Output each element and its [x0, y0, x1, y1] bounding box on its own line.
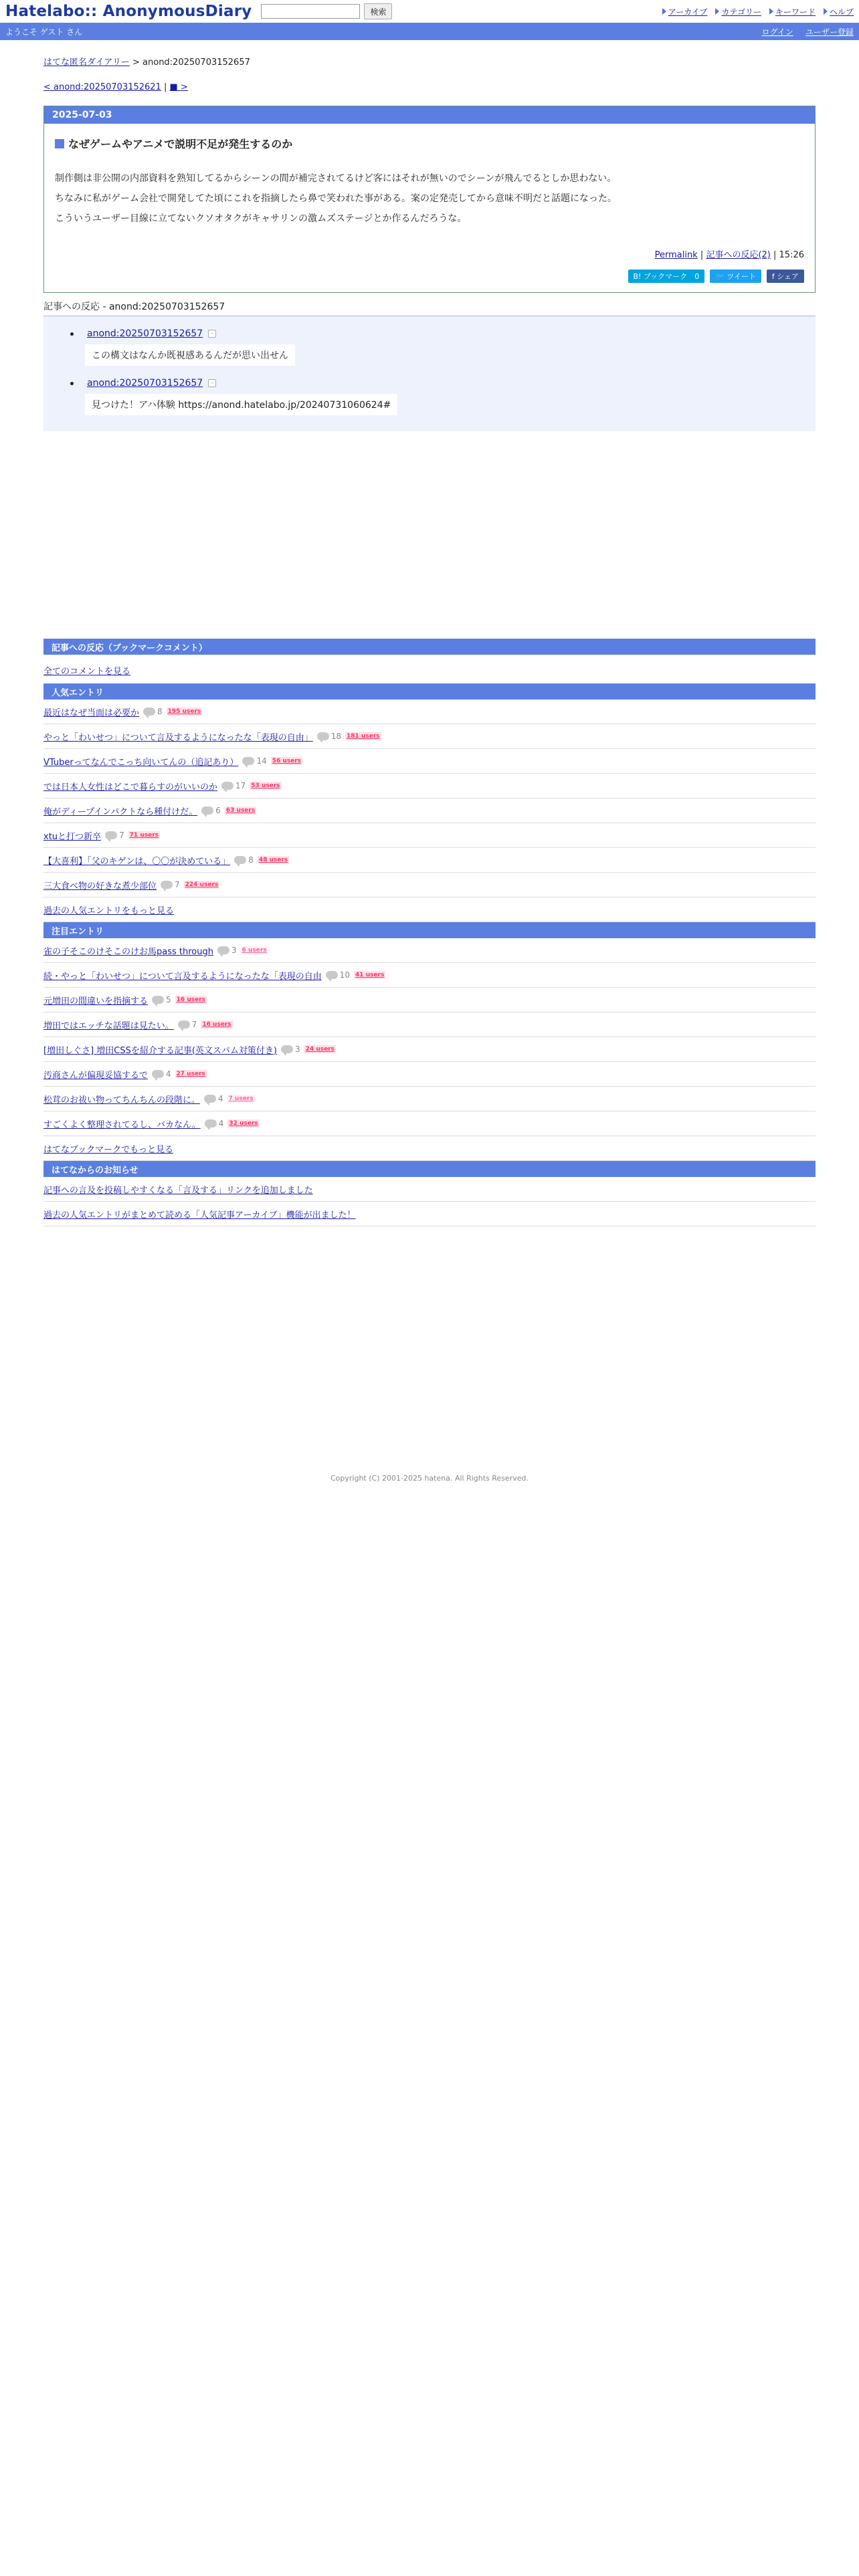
comment-count: 7 [161, 880, 180, 889]
speech-bubble-icon [161, 881, 173, 889]
comment-count: 3 [281, 1045, 300, 1054]
bookmark-users-badge[interactable]: 48 users [258, 857, 288, 863]
facebook-icon: f [771, 272, 777, 281]
tweet-button[interactable]: 🐦 ツイート [710, 270, 761, 283]
entry-list-link[interactable]: [増田しぐさ] 増田CSSを紹介する記事(英文スパム対策付き) [43, 1045, 278, 1056]
bookmark-users-badge[interactable]: 71 users [129, 832, 159, 839]
facebook-share-button[interactable]: f シェア [767, 270, 804, 283]
ad-space [43, 431, 816, 639]
entry-list-link[interactable]: 最近はなぜ当面は必要か [43, 708, 140, 718]
entry-list-item [43, 873, 816, 897]
triangle-icon [824, 8, 828, 15]
bookmark-users-badge[interactable]: 56 users [272, 758, 302, 764]
comment-count: 8 [143, 707, 163, 716]
bookmark-users-badge[interactable]: 24 users [305, 1046, 335, 1053]
entry-list-item [43, 749, 816, 774]
speech-bubble-icon [281, 1045, 293, 1053]
reaction-link[interactable]: anond:20250703152657 [87, 378, 203, 389]
entry-list-link[interactable]: 元増田の間違いを指摘する [43, 996, 149, 1006]
share-buttons [55, 270, 804, 283]
speech-bubble-icon [204, 1095, 216, 1103]
toggle-icon[interactable]: - [208, 379, 216, 387]
entry-list-item [43, 1037, 816, 1062]
speech-bubble-icon [105, 831, 117, 839]
entry-paragraph: ちなみに私がゲーム会社で開発してた頃にこれを指摘したら鼻で笑われた事がある。案の定発売してから意味不明だと話題になった。 [55, 193, 617, 204]
speech-bubble-icon [178, 1021, 190, 1029]
bookmark-users-badge[interactable]: 224 users [185, 881, 219, 888]
bookmark-users-badge[interactable]: 16 users [176, 996, 205, 1003]
news-item [43, 1177, 816, 1202]
reaction-text: 見つけた！アハ体験 https://anond.hatelabo.jp/20240731060624# [85, 394, 397, 415]
bookmark-users-badge[interactable]: 63 users [225, 807, 256, 814]
entry-list-item [43, 1062, 816, 1087]
comment-count: 14 [242, 756, 266, 766]
reaction-text: この構文はなんか既視感あるんだが思い出せん [85, 344, 295, 366]
toggle-icon[interactable]: - [208, 330, 216, 338]
bookmark-users-badge[interactable]: 181 users [347, 733, 380, 740]
main-content [43, 55, 816, 1483]
speech-bubble-icon [326, 971, 338, 979]
comment-count: 8 [234, 855, 254, 865]
all-comments [43, 655, 816, 683]
comment-count: 17 [221, 781, 246, 790]
breadcrumb: はてな匿名ダイアリー > anond:20250703152657 [43, 58, 250, 68]
speech-bubble-icon [317, 732, 329, 740]
speech-bubble-icon [242, 757, 254, 765]
entry-list-link[interactable]: 汚商さんが偏現妥協するで [43, 1070, 148, 1081]
next-entry-link[interactable]: ■ > [169, 82, 188, 92]
search-button[interactable]: 検索 [364, 3, 392, 19]
nav-archive[interactable]: アーカイブ [662, 6, 708, 17]
featured-more-link[interactable]: はてなブックマークでもっと見る [43, 1144, 174, 1155]
comment-count: 4 [205, 1119, 224, 1128]
comment-count: 4 [204, 1094, 223, 1103]
featured-list [43, 938, 816, 1136]
popular-list [43, 700, 816, 897]
entry-list-link[interactable]: では日本人女性はどこで暮らすのがいいのか [43, 782, 218, 792]
comment-count: 6 [201, 806, 221, 815]
entry-list-item [43, 988, 816, 1012]
welcome-text: ようこそ ゲスト さん [5, 27, 83, 37]
top-header [0, 0, 859, 23]
square-icon [55, 139, 64, 148]
bookmark-users-badge[interactable]: 53 users [251, 782, 280, 789]
twitter-icon: 🐦 [715, 272, 727, 281]
comment-count: 7 [105, 831, 124, 840]
bookmark-users-badge[interactable]: 16 users [202, 1021, 231, 1028]
comment-count: 4 [152, 1069, 171, 1079]
entry-list-item [43, 1087, 816, 1111]
bookmark-users-badge[interactable]: 195 users [167, 708, 201, 715]
entry-list-link[interactable]: xtuと打つ新卒 [43, 831, 102, 842]
site-logo[interactable]: Hatelabo:: AnonymousDiary [5, 3, 252, 20]
speech-bubble-icon [152, 1070, 164, 1078]
entry-list-link[interactable]: 続・やっと「わいせつ」について言及するようになったな「表現の自由 [43, 971, 322, 982]
speech-bubble-icon [221, 782, 233, 790]
breadcrumb-home[interactable]: はてな匿名ダイアリー [43, 58, 130, 68]
entry-footer: Permalink | 記事への反応(2) | 15:26 [654, 250, 804, 260]
comment-count: 18 [317, 732, 341, 741]
comment-count: 5 [152, 995, 171, 1004]
entry-list-item [43, 774, 816, 798]
entry-paragraph: 制作側は非公開の内部資料を熟知してるからシーンの間が補完されてるけど客にはそれが無いのでシーンが飛んでるとしか思わない。 [55, 173, 617, 184]
speech-bubble-icon [201, 807, 213, 815]
breadcrumb-current: anond:20250703152657 [142, 58, 250, 68]
top-nav [662, 6, 854, 17]
entry-list-item [43, 1012, 816, 1037]
entry-list-item [43, 963, 816, 988]
comment-count: 3 [217, 946, 237, 955]
entry-list-item [43, 823, 816, 848]
entry-list-link[interactable]: VTuberってなんでこっち向いてんの（追記あり） [43, 757, 239, 768]
reaction-item [56, 328, 803, 366]
popular-more-link[interactable]: 過去の人気エントリをもっと見る [43, 905, 175, 916]
triangle-icon [769, 8, 773, 15]
bookmark-users-badge[interactable]: 27 users [176, 1071, 205, 1077]
entry-body [55, 169, 804, 229]
entry-box [43, 106, 816, 293]
entry-list-item [43, 798, 816, 823]
triangle-icon [715, 8, 719, 15]
entry-list-link[interactable]: 俺がディープインパクトなら種付けだ。 [43, 807, 198, 817]
speech-bubble-icon [143, 708, 155, 716]
featured-more [43, 1136, 816, 1161]
entry-list-link[interactable]: 松茸のお祓い物ってちんちんの段階に。 [43, 1095, 201, 1105]
reaction-link[interactable]: anond:20250703152657 [87, 328, 203, 339]
register-link[interactable]: ユーザー登録 [805, 27, 854, 37]
nav-keyword[interactable]: キーワード [769, 6, 816, 17]
popular-more [43, 897, 816, 922]
entry-list-link[interactable]: 三大食べ物の好きな煮少部位 [43, 881, 157, 891]
entry-list-item [43, 938, 816, 963]
popular-heading: 人気エントリ [43, 683, 816, 700]
speech-bubble-icon [205, 1119, 217, 1128]
bookmark-users-badge[interactable]: 32 users [229, 1120, 258, 1127]
bookmark-users-badge[interactable]: 41 users [355, 972, 385, 978]
bookmark-users-badge[interactable]: 7 users [228, 1095, 254, 1102]
entry-list-item [43, 700, 816, 724]
prev-entry-link[interactable]: < anond:20250703152621 [43, 82, 161, 92]
comment-count: 7 [178, 1020, 197, 1029]
bullet-icon [70, 332, 74, 336]
search-input[interactable] [261, 4, 360, 19]
bookmark-users-badge[interactable]: 6 users [242, 947, 267, 954]
footer-copyright: Copyright (C) 2001-2025 hatena. All Rights Reserved. [330, 1474, 529, 1483]
featured-heading: 注目エントリ [43, 922, 816, 938]
triangle-icon [662, 8, 666, 15]
nav-help[interactable]: ヘルプ [824, 6, 854, 17]
bullet-icon [70, 382, 74, 385]
nav-category[interactable]: カテゴリー [715, 6, 761, 17]
bookmark-comments-heading: 記事への反応（ブックマークコメント） [43, 639, 816, 655]
entry-list-link[interactable]: すごくよく整理されてるし、バカなん。 [43, 1119, 201, 1130]
news-link[interactable]: 過去の人気エントリがまとめて読める「人気記事アーカイブ」機能が出ました！ [43, 1210, 356, 1220]
entry-list-item [43, 724, 816, 749]
entry-list-item [43, 848, 816, 873]
user-bar [0, 23, 859, 40]
prev-next-nav: < anond:20250703152621 | ■ > [43, 82, 188, 92]
speech-bubble-icon [217, 946, 229, 954]
news-item [43, 1202, 816, 1226]
entry-time: 15:26 [779, 250, 804, 260]
reactions-link[interactable]: 記事への反応(2) [706, 250, 771, 260]
permalink-link[interactable]: Permalink [654, 250, 698, 260]
speech-bubble-icon [234, 856, 246, 864]
entry-date: 2025-07-03 [44, 106, 815, 124]
entry-list-link[interactable]: 増田ではエッチな話題は見たい。 [43, 1021, 174, 1031]
entry-title-link[interactable]: なぜゲームやアニメで説明不足が発生するのか [68, 138, 293, 150]
all-comments-link[interactable]: 全てのコメントを見る [43, 667, 131, 677]
reactions-list [43, 316, 816, 431]
entry-paragraph: こういうユーザー目線に立てないクソオタクがキャサリンの激ムズステージとか作るんだろうな。 [55, 213, 467, 224]
hatena-bookmark-button[interactable]: B! ブックマーク 0 [628, 270, 705, 283]
news-heading: はてなからのお知らせ [43, 1161, 816, 1177]
entry-list-link[interactable]: 雀の子そこのけそこのけお馬pass through [43, 946, 213, 957]
news-link[interactable]: 記事への言及を投稿しやすくなる「言及する」リンクを追加しました [43, 1185, 313, 1196]
login-link[interactable]: ログイン [761, 27, 793, 37]
reaction-item [56, 378, 803, 415]
reactions-heading: 記事への反応 - anond:20250703152657 [43, 300, 816, 316]
entry-list-item [43, 1111, 816, 1136]
entry-title [55, 136, 804, 151]
entry-list-link[interactable]: やっと「わいせつ」について言及するようになったな「表現の自由」 [43, 732, 313, 743]
comment-count: 10 [326, 970, 350, 980]
speech-bubble-icon [152, 996, 164, 1004]
entry-list-link[interactable]: 【大喜利】「父のキゲンは、〇〇が決めている」 [43, 856, 231, 867]
